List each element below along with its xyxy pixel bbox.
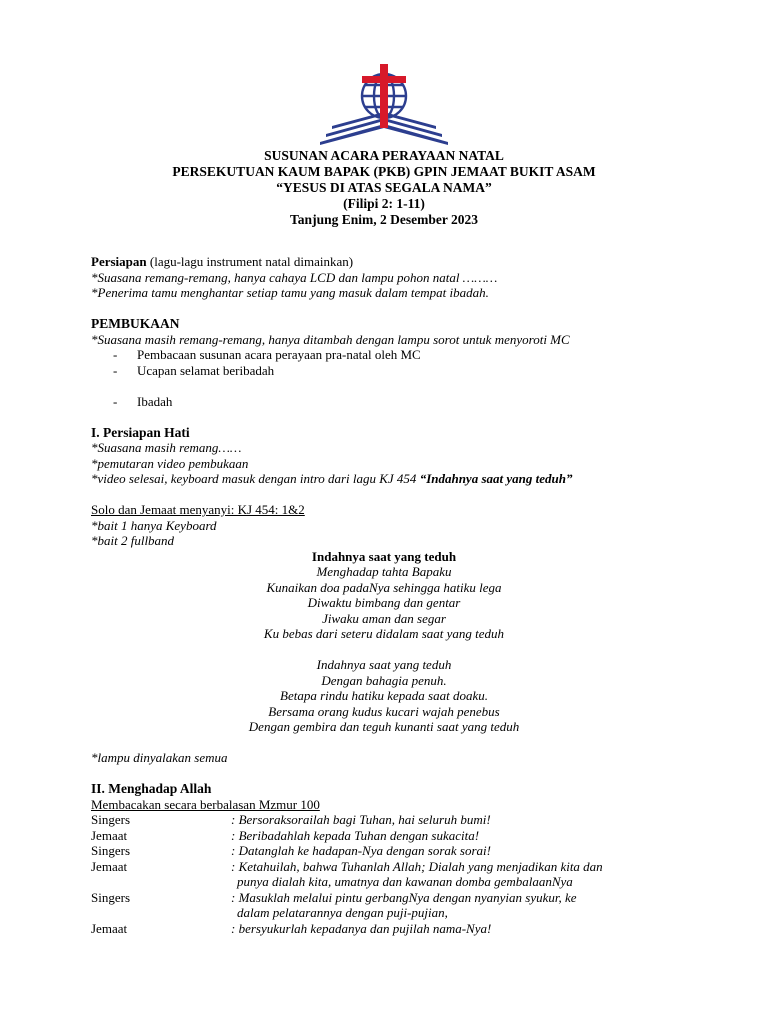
responsive-reading-row: Singers : Datanglah ke hadapan-Nya dengan sorak sorai! [91,843,491,858]
persiapan-title: Persiapan [91,254,147,269]
list-item: - Ibadah [113,393,173,409]
section-2-subtitle: Membacakan secara berbalasan Mzmur 100 [91,796,320,812]
responsive-reading-row: Jemaat : Beribadahlah kepada Tuhan dengan sukacita! [91,827,480,843]
section-2-title: II. Menghadap Allah [91,781,212,796]
responsive-reading-row: Singers : Masuklah melalui pintu gerbangNya dengan nyanyian syukur, ke [91,889,577,905]
document-header [0,148,768,228]
list-item: - Pembacaan susunan acara perayaan pra-natal oleh MC [113,347,421,362]
responsive-reading-row: Singers : Bersoraksorailah bagi Tuhan, hai seluruh bumi! [91,812,491,827]
bait-1-note: *bait 1 hanya Keyboard [91,517,217,533]
lyric-line: Betapa rindu hatiku kepada saat doaku. [280,688,488,703]
section-1-note-1: *Suasana masih remang…… [91,440,242,455]
header-theme: “YESUS DI ATAS SEGALA NAMA” [276,180,492,195]
lyric-line: Diwaktu bimbang dan gentar [307,595,461,610]
responsive-reading-continuation: punya dialah kita, umatnya dan kawanan domba gembalaanNya [237,874,573,889]
lyric-line: Menghadap tahta Bapaku [316,564,452,579]
bait-2-note: *bait 2 fullband [91,533,175,548]
pembukaan-note: *Suasana masih remang-remang, hanya ditambah dengan lampu sorot untuk menyoroti MC [91,331,570,347]
song-reference: “Indahnya saat yang teduh” [419,471,573,486]
lyric-line: Jiwaku aman dan segar [322,610,446,626]
responsive-reading-continuation: dalam pelatarannya dengan puji-pujian, [237,905,448,920]
header-organization: PERSEKUTUAN KAUM BAPAK (PKB) GPIN JEMAAT BUKIT ASAM [172,164,596,179]
lyric-line: Bersama orang kudus kucari wajah penebus [268,703,500,719]
list-item: - Ucapan selamat beribadah [113,362,275,378]
lyric-line: Kunaikan doa padaNya sehingga hatiku lega [266,579,502,595]
section-1-note-3: *video selesai, keyboard masuk dengan intro dari lagu KJ 454 “Indahnya saat yang teduh” [91,471,573,486]
section-1-note-2: *pemutaran video pembukaan [91,455,249,471]
persiapan-note-1: *Suasana remang-remang, hanya cahaya LCD dan lampu pohon natal ……… [91,269,498,285]
solo-instruction: Solo dan Jemaat menyanyi: KJ 454: 1&2 [91,502,305,517]
persiapan-heading [91,254,711,270]
lyric-line: Dengan gembira dan teguh kunanti saat yang teduh [248,719,520,734]
header-title: SUSUNAN ACARA PERAYAAN NATAL [264,148,504,163]
lyric-line: Ku bebas dari seteru didalam saat yang teduh [263,626,505,641]
document-body [91,254,711,936]
persiapan-note-2: *Penerima tamu menghantar setiap tamu yang masuk dalam tempat ibadah. [91,285,489,300]
responsive-reading-row: Jemaat : Ketahuilah, bahwa Tuhanlah Allah; Dialah yang menjadikan kita dan [91,858,603,874]
song-title: Indahnya saat yang teduh [311,548,457,564]
header-place-date: Tanjung Enim, 2 Desember 2023 [290,212,478,227]
lyric-line: Dengan bahagia penuh. [321,672,447,688]
lamp-note: *lampu dinyalakan semua [91,750,228,765]
section-1-title: I. Persiapan Hati [91,424,190,440]
persiapan-subtitle: (lagu-lagu instrument natal dimainkan) [146,254,354,269]
pembukaan-title: PEMBUKAAN [91,316,180,331]
header-scripture: (Filipi 2: 1-11) [343,196,425,211]
lyric-line: Indahnya saat yang teduh [316,657,452,672]
church-logo-cross-book-icon [318,62,450,146]
responsive-reading-row: Jemaat : bersyukurlah kepadanya dan pujilah nama-Nya! [91,920,492,936]
